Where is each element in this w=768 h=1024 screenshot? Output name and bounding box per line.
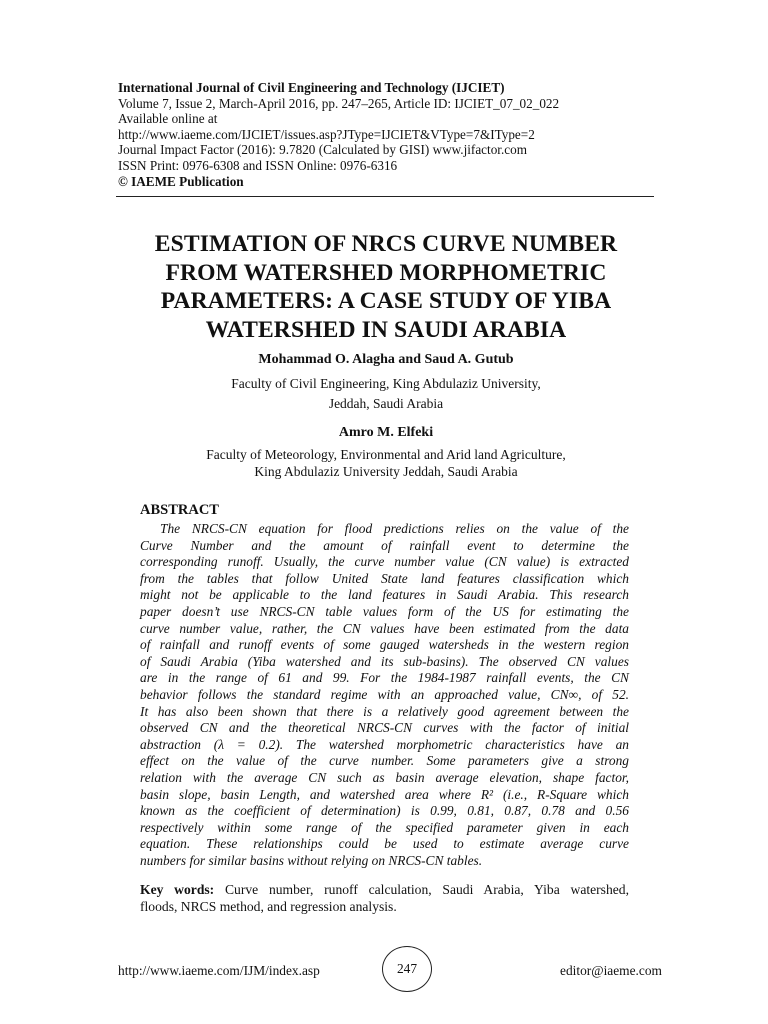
abstract-line: known as the coefficient of determination) is 0.99, 0.81, 0.87, 0.78 and 0.56 (140, 803, 629, 819)
abstract-line: observed CN and the theoretical NRCS-CN curves with the factor of initial (140, 720, 629, 736)
abstract-line: corresponding runoff. Usually, the curve number value (CN value) is extracted (140, 554, 629, 570)
journal-header (118, 80, 658, 189)
keywords-label: Key words: (140, 882, 215, 897)
abstract-line: of Saudi Arabia (Yiba watershed and its sub-basins). The observed CN values (140, 653, 629, 669)
abstract-body (140, 521, 629, 869)
footer-url[interactable]: http://www.iaeme.com/IJM/index.asp (118, 963, 320, 978)
footer-email[interactable]: editor@iaeme.com (560, 963, 662, 978)
author-names-primary: Mohammad O. Alagha and Saud A. Gutub (258, 352, 514, 367)
affiliation-line: Faculty of Civil Engineering, King Abdulaziz University, (231, 376, 541, 391)
abstract-line: equation. These relationships could be used to estimate average curve (140, 836, 629, 852)
affiliation-secondary (96, 446, 676, 480)
affiliation-primary (96, 374, 676, 414)
abstract-line: abstraction (λ = 0.2). The watershed morphometric characteristics have an (140, 736, 629, 752)
author-names-secondary: Amro M. Elfeki (338, 425, 434, 440)
affiliation-line: King Abdulaziz University Jeddah, Saudi Arabia (254, 464, 518, 479)
affiliation-line: Jeddah, Saudi Arabia (328, 396, 444, 411)
abstract-heading: ABSTRACT (140, 502, 219, 518)
abstract-line: relation with the average CN such as basin average elevation, shape factor, (140, 769, 629, 785)
keywords-text: Curve number, runoff calculation, Saudi Arabia, Yiba watershed, (214, 882, 630, 897)
journal-volume: Volume 7, Issue 2, March-April 2016, pp. 247–265, Article ID: IJCIET_07_02_022 (118, 95, 560, 111)
header-divider (116, 196, 654, 197)
abstract-line: paper doesn’t use NRCS-CN table values form of the US for estimating the (140, 603, 629, 619)
abstract-line: respectively within some range of the specified parameter given in each (140, 819, 629, 835)
abstract-line: basin slope, basin Length, and watershed area where R² (i.e., R-Square which (140, 786, 629, 802)
affiliation-line: Faculty of Meteorology, Environmental and Arid land Agriculture, (206, 447, 566, 462)
keywords (140, 882, 629, 916)
page-number-text: 247 (396, 961, 418, 976)
abstract-line: It has also been shown that there is a relatively good agreement between the (140, 703, 629, 719)
abstract-line: Curve Number and the amount of rainfall event to determine the (140, 537, 629, 553)
abstract-line: numbers for similar basins without relying on NRCS-CN tables. (140, 852, 483, 868)
abstract-line: might not be applicable to the land features in Saudi Arabia. This research (140, 587, 629, 603)
issn: ISSN Print: 0976-6308 and ISSN Online: 0976-6316 (118, 157, 398, 173)
title-line: WATERSHED IN SAUDI ARABIA (205, 316, 567, 343)
available-online: Available online at (118, 111, 218, 127)
title-line: PARAMETERS: A CASE STUDY OF YIBA (160, 288, 612, 314)
abstract-line: behavior follows the standard regime with an approached value, CN∞, of 52. (140, 686, 629, 702)
page-number (382, 946, 432, 992)
publisher: © IAEME Publication (118, 173, 244, 189)
abstract-line: of rainfall and runoff events of some gauged watersheds in the western region (140, 637, 629, 653)
title-line: ESTIMATION OF NRCS CURVE NUMBER (154, 231, 618, 257)
abstract-line: are in the range of 61 and 99. For the 1984-1987 rainfall events, the CN (140, 670, 629, 686)
abstract-line: curve number value, rather, the CN values have been estimated from the data (140, 620, 629, 636)
abstract-line: effect on the value of the curve number. Some parameters give a strong (140, 753, 629, 769)
keywords-text-continued: floods, NRCS method, and regression analysis. (140, 898, 397, 914)
title-line: FROM WATERSHED MORPHOMETRIC (165, 259, 607, 286)
impact-factor: Journal Impact Factor (2016): 9.7820 (Calculated by GISI) www.jifactor.com (118, 142, 527, 158)
abstract-line: The NRCS-CN equation for flood predictions relies on the value of the (160, 521, 629, 536)
abstract-line: from the tables that follow United State land features classification which (140, 570, 629, 586)
paper-title (96, 230, 676, 344)
journal-name: International Journal of Civil Engineering and Technology (IJCIET) (118, 80, 505, 95)
issue-url[interactable]: http://www.iaeme.com/IJCIET/issues.asp?JType=IJCIET&VType=7&IType=2 (118, 126, 535, 142)
